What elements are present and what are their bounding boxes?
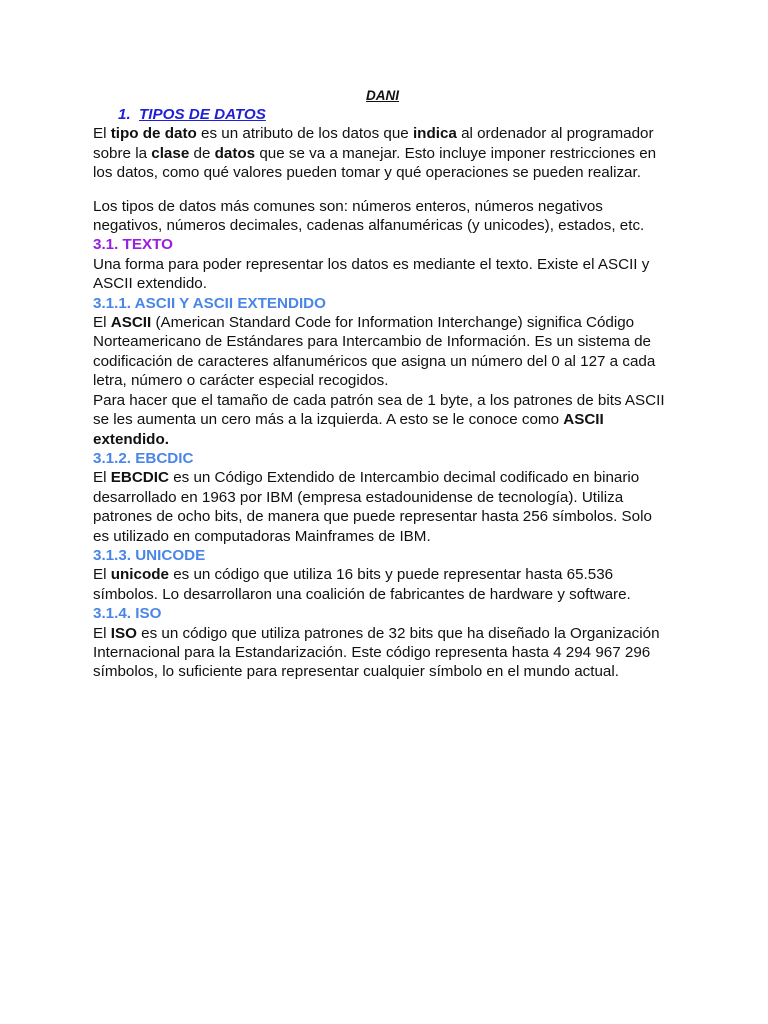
term-tipo-de-dato: tipo de dato xyxy=(110,125,197,143)
term-clase: clase xyxy=(151,144,190,162)
unicode-paragraph: El unicode es un código que utiliza 16 bits y puede representar hasta 65.536 símbolos. Lo desarrollaron una coalición de fabricantes de hardware y software. xyxy=(93,566,631,603)
ebcdic-paragraph: El EBCDIC es un Código Extendido de Intercambio decimal codificado en binario desarrollado en 1963 por IBM (empresa estadounidense de tecnología). Utiliza patrones de ocho bits, de manera que puede representar hasta 256 símbolos. Solo es utilizado en computadoras Mainframes de IBM. xyxy=(93,469,652,545)
term-ebcdic: EBCDIC xyxy=(110,469,169,487)
intro-paragraph-1: El tipo de dato es un atributo de los datos que indica al ordenador al programador sobre la clase de datos que se va a manejar. Esto incluye imponer restricciones en los datos, como qué valores pueden tomar y qué operaciones se pueden realizar. xyxy=(93,125,657,182)
iso-paragraph: El ISO es un código que utiliza patrones de 32 bits que ha diseñado la Organización Internacional para la Estandarización. Este código representa hasta 4 294 967 296 símbolos, lo suficiente para representar cualquier símbolo en el mundo actual. xyxy=(93,624,660,681)
ascii-paragraph-1: El ASCII (American Standard Code for Information Interchange) significa Código Norteamericano de Estándares para Intercambio de Información. Es un sistema de codificación de caracteres alfanuméricos que asigna un número del 0 al 127 a cada letra, número o carácter especial recogidos. xyxy=(93,314,656,390)
ascii-paragraph-2: Para hacer que el tamaño de cada patrón sea de 1 byte, a los patrones de bits ASCII se les aumenta un cero más a la izquierda. A esto se le conoce como ASCII extendido. xyxy=(93,391,665,448)
term-ascii: ASCII xyxy=(110,314,152,332)
heading-ascii: 3.1.1. ASCII Y ASCII EXTENDIDO xyxy=(93,294,326,312)
heading-iso: 3.1.4. ISO xyxy=(93,605,162,623)
term-datos: datos xyxy=(214,144,256,162)
heading-unicode: 3.1.3. UNICODE xyxy=(93,546,206,564)
section-number: 1. xyxy=(118,106,131,123)
intro-paragraph-2: Los tipos de datos más comunes son: números enteros, números negativos negativos, números decimales, cadenas alfanuméricas (y unicodes), estados, etc. xyxy=(93,197,645,235)
term-unicode: unicode xyxy=(110,566,169,584)
heading-texto: 3.1. TEXTO xyxy=(93,236,173,254)
term-iso: ISO xyxy=(110,624,137,642)
texto-paragraph: Una forma para poder representar los datos es mediante el texto. Existe el ASCII y ASCII extendido. xyxy=(93,255,650,293)
document-title: DANI xyxy=(366,88,399,103)
term-indica: indica xyxy=(412,125,457,143)
term-ascii-extendido: ASCII extendido. xyxy=(93,411,604,448)
section-title-text: TIPOS DE DATOS xyxy=(139,106,266,123)
heading-ebcdic: 3.1.2. EBCDIC xyxy=(93,449,194,467)
section-title xyxy=(118,105,668,124)
